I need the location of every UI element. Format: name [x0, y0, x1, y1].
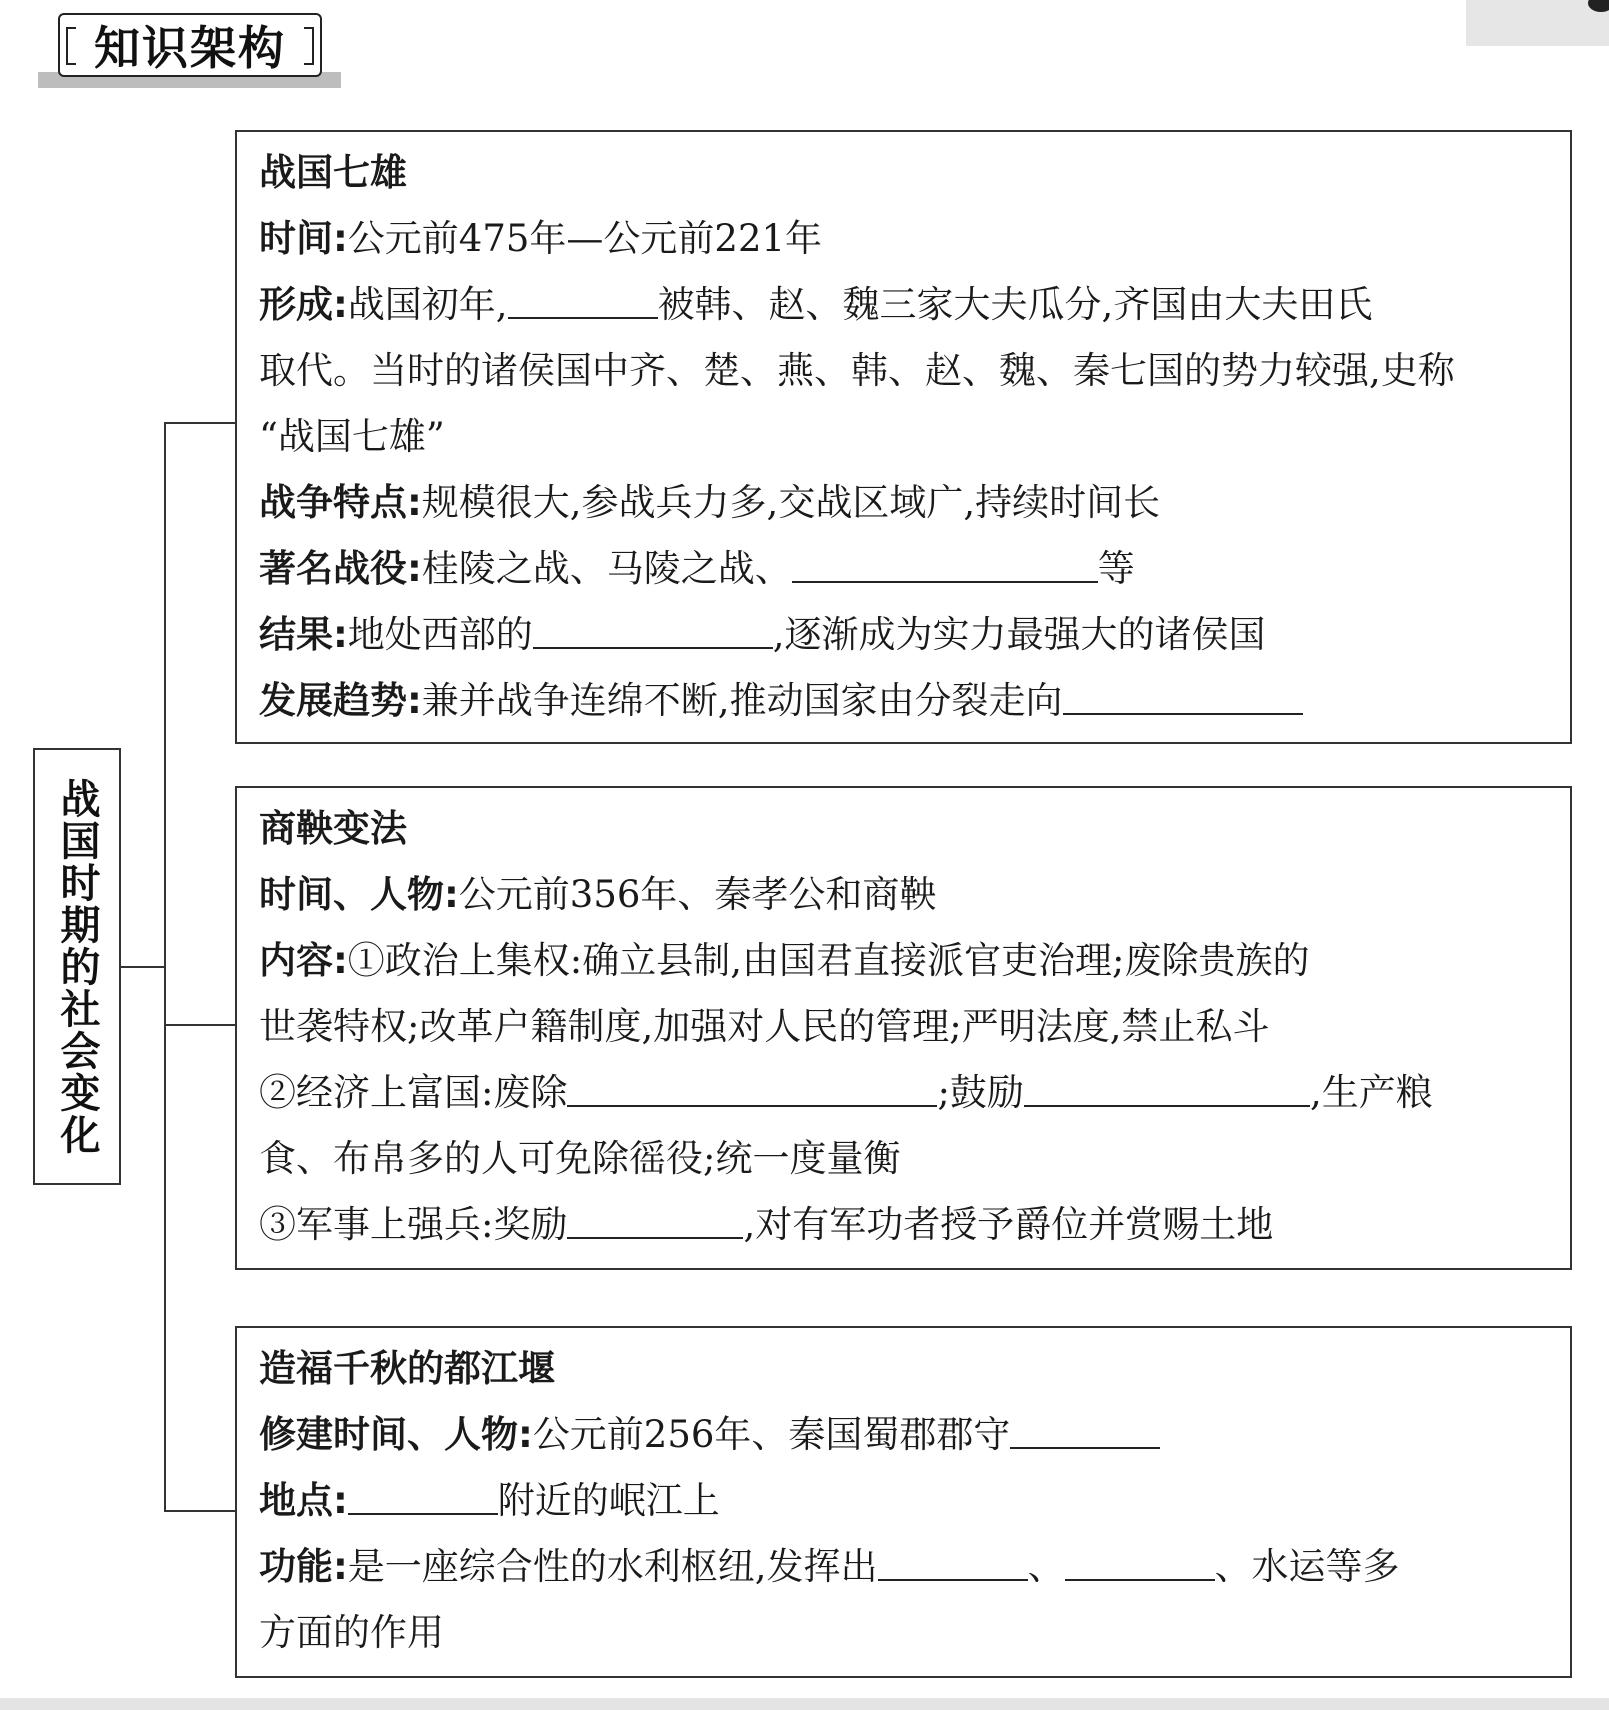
row-economy: ②经济上富国:废除 ;鼓励 ,生产粮 — [259, 1071, 1433, 1114]
blank-11[interactable] — [1065, 1549, 1215, 1581]
root-label: 战国时期的社会变化 — [54, 777, 100, 1156]
corner-shade — [1466, 0, 1609, 46]
row-war-features: 战争特点:规模很大,参战兵力多,交战区域广,持续时间长 — [259, 481, 1161, 524]
blank-1[interactable] — [508, 287, 658, 319]
blank-2[interactable] — [792, 551, 1098, 583]
connector-spine — [164, 422, 166, 1512]
node-shang-yang-reform — [235, 786, 1572, 1270]
blank-10[interactable] — [878, 1549, 1028, 1581]
node-title: 造福千秋的都江堰 — [259, 1347, 555, 1390]
blank-6[interactable] — [1024, 1075, 1310, 1107]
row-economy-cont: 食、布帛多的人可免除徭役;统一度量衡 — [259, 1137, 901, 1180]
blank-7[interactable] — [567, 1207, 743, 1239]
root-node — [33, 748, 121, 1185]
row-content-cont: 世袭特权;改革户籍制度,加强对人民的管理;严明法度,禁止私斗 — [259, 1005, 1270, 1048]
row-famous-battles: 著名战役:桂陵之战、马陵之战、 等 — [259, 547, 1135, 590]
row-function: 功能:是一座综合性的水利枢纽,发挥出 、 、水运等多 — [259, 1545, 1400, 1588]
blank-5[interactable] — [567, 1075, 937, 1107]
row-formation-cont2: “战国七雄” — [259, 415, 445, 458]
section-title: 知识架构 — [94, 21, 286, 75]
row-function-cont: 方面的作用 — [259, 1611, 444, 1654]
row-location: 地点: 附近的岷江上 — [259, 1479, 720, 1522]
node-title: 商鞅变法 — [259, 807, 407, 850]
connector-root-stub — [121, 966, 165, 968]
row-time: 时间:公元前475年—公元前221年 — [259, 217, 823, 260]
row-formation: 形成:战国初年, 被韩、赵、魏三家大夫瓜分,齐国由大夫田氏 — [259, 283, 1373, 326]
row-result: 结果:地处西部的 ,逐渐成为实力最强大的诸侯国 — [259, 613, 1266, 656]
blank-4[interactable] — [1063, 683, 1303, 715]
row-content: 内容:①政治上集权:确立县制,由国君直接派官吏治理;废除贵族的 — [259, 939, 1310, 982]
bottom-bar — [0, 1698, 1609, 1710]
node-dujiangyan — [235, 1326, 1572, 1678]
section-header — [58, 13, 322, 77]
row-time-person: 修建时间、人物:公元前256年、秦国蜀郡郡守 — [259, 1402, 1550, 1468]
node-title: 战国七雄 — [259, 151, 407, 194]
blank-8[interactable] — [1010, 1417, 1160, 1449]
row-trend: 发展趋势:兼并战争连绵不断,推动国家由分裂走向 — [259, 668, 1550, 734]
connector-branch-2 — [164, 1024, 235, 1026]
row-military: ③军事上强兵:奖励 ,对有军功者授予爵位并赏赐土地 — [259, 1203, 1274, 1246]
blank-9[interactable] — [348, 1483, 498, 1515]
blank-3[interactable] — [533, 617, 773, 649]
connector-branch-1 — [164, 422, 235, 424]
row-formation-cont: 取代。当时的诸侯国中齐、楚、燕、韩、赵、魏、秦七国的势力较强,史称 — [259, 349, 1455, 392]
connector-branch-3 — [164, 1510, 235, 1512]
node-warring-states — [235, 130, 1572, 744]
row-time-person: 时间、人物:公元前356年、秦孝公和商鞅 — [259, 873, 937, 916]
